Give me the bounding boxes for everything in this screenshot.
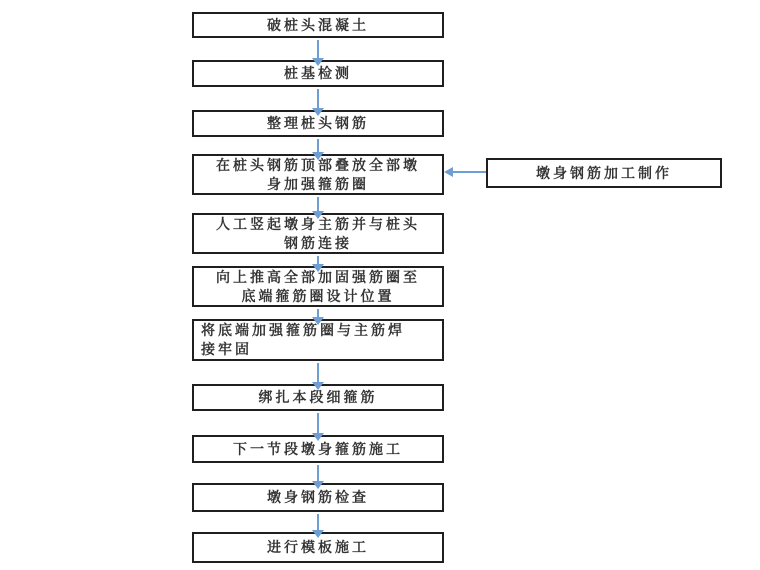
flow-step-label: 下一节段墩身箍筋施工 [233,440,403,457]
flow-step-label: 底端箍筋圈设计位置 [241,287,395,304]
flow-step-weld-bottom-hoop [192,319,444,361]
flow-step-push-up-hoops [192,266,444,307]
arrow-down-icon [317,256,319,264]
flow-step-label: 将底端加强箍筋圈与主筋焊 [201,322,405,338]
flow-step-label: 破桩头混凝土 [267,16,369,33]
flow-step-stack-stirrup-hoops [192,154,444,195]
flow-step-label: 整理桩头钢筋 [267,115,369,131]
arrow-down-icon [317,40,319,58]
flow-step-label: 桩基检测 [284,65,352,81]
arrow-down-icon [317,139,319,152]
flow-step-label: 墩身钢筋检查 [267,489,369,505]
arrow-down-icon [317,465,319,481]
flow-step-label: 在桩头钢筋顶部叠放全部墩 [216,156,420,173]
arrow-down-icon [317,363,319,382]
flow-step-label: 接牢固 [201,341,252,357]
arrow-down-icon [317,413,319,433]
arrow-down-icon [317,514,319,530]
flow-step-label: 向上推高全部加固强筋圈至 [216,268,420,285]
flow-step-break-pile-head-concrete [192,12,444,38]
flow-step-label: 墩身钢筋加工制作 [536,164,672,181]
arrow-left-icon [453,171,486,173]
flow-step-label: 人工竖起墩身主筋并与桩头 [216,215,420,232]
arrow-down-icon [317,197,319,211]
flow-step-label: 钢筋连接 [284,234,352,251]
arrow-down-icon [317,309,319,317]
arrow-down-icon [317,89,319,108]
flow-step-label: 进行模板施工 [267,539,369,555]
flow-step-label: 绑扎本段细箍筋 [258,389,378,405]
flow-step-label: 身加强箍筋圈 [267,175,369,192]
flow-step-erect-main-rebar [192,213,444,254]
flow-side-pier-rebar-fabrication [486,158,722,188]
